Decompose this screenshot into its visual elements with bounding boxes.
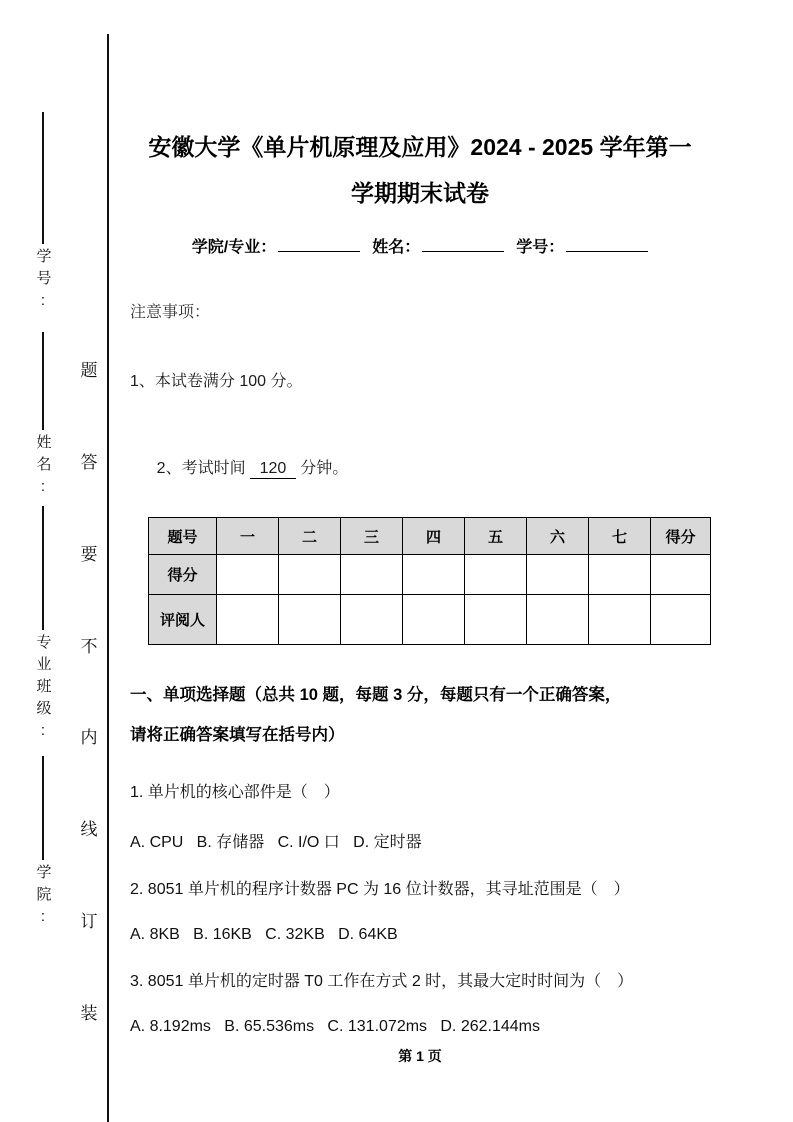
notice-item-2 (130, 437, 710, 497)
score-cell-empty (527, 555, 589, 595)
margin-field-major-class (30, 506, 56, 746)
question-2-options: A. 8KB B. 16KB C. 32KB D. 64KB (130, 926, 398, 943)
notices-heading: 注意事项： (130, 304, 211, 321)
margin-field-label-college: 学院: (34, 864, 52, 932)
binding-margin-text (77, 356, 101, 1024)
exam-duration-value: 120 (250, 460, 297, 479)
margin-field-label-major-class: 专业班级: (34, 634, 52, 746)
margin-field-student-id (30, 112, 56, 316)
info-label-name: 姓名： (372, 239, 421, 256)
reviewer-row-label: 评阅人 (149, 595, 217, 645)
score-table-header-row (149, 518, 711, 555)
section-heading-line1: 一、单项选择题（总共 10 题，每题 3 分，每题只有一个正确答案， (130, 686, 622, 704)
section-heading-line2: 请将正确答案填写在括号内） (130, 726, 345, 744)
score-cell-empty (341, 555, 403, 595)
exam-title (130, 124, 710, 216)
score-cell-empty (279, 555, 341, 595)
exam-title-line2: 学期期末试卷 (351, 180, 489, 206)
info-label-college-major: 学院/专业： (191, 239, 277, 256)
student-info-line (130, 234, 710, 257)
binding-margin-line (107, 34, 109, 1122)
score-cell-empty (589, 595, 651, 645)
notice-2-suffix: 分钟。 (300, 460, 349, 477)
margin-underline (42, 756, 44, 860)
score-table-header-cell: 一 (217, 518, 279, 555)
score-cell-empty (403, 555, 465, 595)
binding-char: 装 (80, 1003, 98, 1023)
score-table (148, 517, 711, 645)
score-cell-empty (651, 555, 711, 595)
name-blank (422, 236, 504, 252)
margin-field-label-student-id: 学号: (34, 248, 52, 316)
info-label-student-id: 学号： (516, 239, 565, 256)
score-table-header-cell: 七 (589, 518, 651, 555)
exam-content (130, 0, 710, 1036)
score-cell-empty (403, 595, 465, 645)
score-cell-empty (589, 555, 651, 595)
notice-2-prefix: 2、考试时间 (156, 460, 246, 477)
question-3-options: A. 8.192ms B. 65.536ms C. 131.072ms D. 262.144ms (130, 1018, 540, 1035)
score-row-label: 得分 (149, 555, 217, 595)
score-table-header-cell: 五 (465, 518, 527, 555)
college-major-blank (278, 236, 360, 252)
score-cell-empty (279, 595, 341, 645)
margin-field-name (30, 332, 56, 502)
score-table-header-cell: 题号 (149, 518, 217, 555)
margin-underline (42, 332, 44, 430)
question-1-text: 1. 单片机的核心部件是（ ） (130, 784, 340, 801)
score-cell-empty (465, 555, 527, 595)
binding-char: 题 (80, 361, 98, 380)
score-table-header-cell: 三 (341, 518, 403, 555)
score-cell-empty (651, 595, 711, 645)
score-table-header-cell: 得分 (651, 518, 711, 555)
binding-char: 不 (80, 636, 98, 656)
margin-underline (42, 506, 44, 630)
question-2-text: 2. 8051 单片机的程序计数器 PC 为 16 位计数器，其寻址范围是（ ） (130, 881, 630, 898)
notice-item-1: 1、本试卷满分 100 分。 (130, 373, 303, 390)
page-number: 第 1 页 (398, 1048, 442, 1064)
score-cell-empty (341, 595, 403, 645)
score-table-header-cell: 二 (279, 518, 341, 555)
binding-char: 线 (80, 820, 98, 840)
question-3-text: 3. 8051 单片机的定时器 T0 工作在方式 2 时，其最大定时时间为（ ） (130, 973, 634, 990)
margin-underline (42, 112, 44, 244)
binding-char: 订 (80, 912, 98, 932)
margin-field-college (30, 756, 56, 932)
score-cell-empty (217, 555, 279, 595)
score-cell-empty (217, 595, 279, 645)
reviewer-row (149, 595, 711, 645)
score-table-header-cell: 六 (527, 518, 589, 555)
score-row (149, 555, 711, 595)
margin-field-label-name: 姓名: (34, 434, 52, 502)
binding-char: 答 (80, 452, 98, 472)
binding-char: 内 (80, 728, 98, 748)
question-1-options: A. CPU B. 存储器 C. I/O 口 D. 定时器 (130, 834, 422, 851)
binding-char: 要 (80, 544, 98, 564)
exam-title-line1: 安徽大学《单片机原理及应用》2024 - 2025 学年第一 (148, 134, 692, 160)
student-id-blank (566, 236, 648, 252)
score-table-header-cell: 四 (403, 518, 465, 555)
score-cell-empty (465, 595, 527, 645)
section-heading (130, 675, 710, 755)
score-cell-empty (527, 595, 589, 645)
